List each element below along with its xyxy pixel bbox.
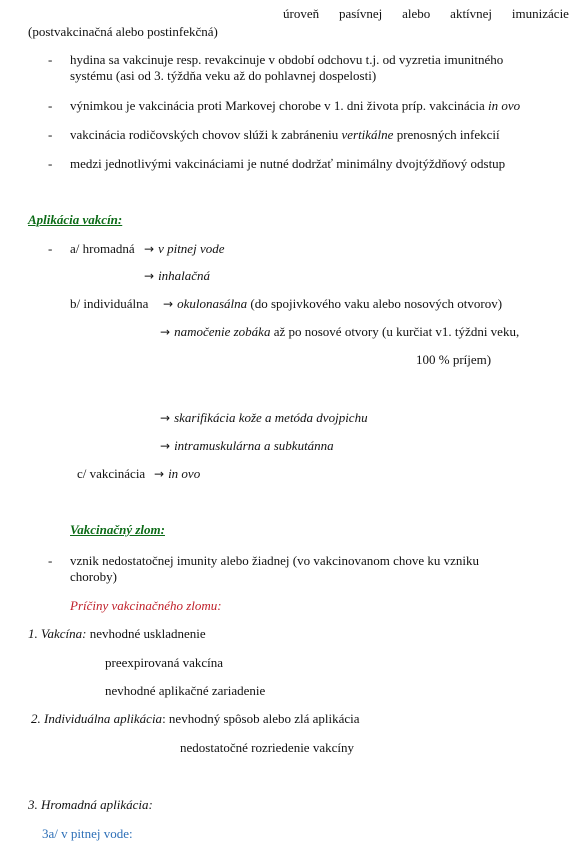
aplikacia-a-2: → inhalačná	[144, 268, 211, 283]
arrow-right-icon: →	[154, 467, 165, 481]
bullet-4: medzi jednotlivými vakcináciami je nutné dodržať minimálny dvojtýždňový odstup	[70, 156, 506, 171]
bullet-dash: -	[48, 52, 53, 67]
intro-line-2: (postvakcinačná alebo postinfekčná)	[28, 24, 218, 39]
bullet-dash: -	[48, 553, 53, 568]
bullet-dash: -	[48, 127, 53, 142]
bullet-2: výnimkou je vakcinácia proti Markovej chorobe v 1. dni života príp. vakcinácia in ovo	[70, 98, 521, 113]
arrow-right-icon: →	[163, 297, 174, 311]
aplikacia-a-1: → v pitnej vode	[144, 241, 225, 256]
aplikacia-c-1: → in ovo	[154, 466, 201, 481]
aplikacia-b-2: → namočenie zobáka až po nosové otvory (u kurčiat v1. týždni veku,	[160, 324, 520, 339]
arrow-right-icon: →	[160, 439, 171, 453]
bullet-dash: -	[48, 98, 53, 113]
hromadna-line: 3. Hromadná aplikácia:	[28, 797, 153, 812]
arrow-right-icon: →	[160, 411, 171, 425]
intro-word: alebo	[402, 6, 431, 21]
sub-3a-line: 3a/ v pitnej vode:	[42, 826, 133, 841]
aplikacia-c-label: c/ vakcinácia	[77, 466, 146, 481]
bullet-dash: -	[48, 156, 53, 171]
individualna-item-2: nedostatočné rozriedenie vakcíny	[180, 740, 354, 755]
aplikacia-b-2-cont: 100 % príjem)	[416, 352, 492, 367]
bullet-3: vakcinácia rodičovských chovov slúži k zabráneniu vertikálne prenosných infekcií	[70, 127, 500, 142]
vakcina-item-2: preexpirovaná vakcína	[105, 655, 224, 670]
aplikacia-b-3: → skarifikácia kože a metóda dvojpichu	[160, 410, 368, 425]
bullet-1-line-2: systému (asi od 3. týždňa veku až do pohlavnej dospelosti)	[70, 68, 377, 83]
intro-line-1	[283, 6, 569, 21]
intro-word: úroveň	[283, 6, 320, 21]
intro-word: imunizácie	[511, 6, 569, 21]
aplikacia-a-label: a/ hromadná	[70, 241, 135, 256]
priciny-heading: Príčiny vakcinačného zlomu:	[70, 598, 222, 613]
vakcina-item-3: nevhodné aplikačné zariadenie	[105, 683, 266, 698]
zlom-line-2: choroby)	[70, 569, 117, 584]
arrow-right-icon: →	[160, 325, 171, 339]
section-heading-zlom: Vakcinačný zlom:	[70, 522, 165, 537]
section-heading-aplikacia: Aplikácia vakcín:	[28, 212, 123, 227]
zlom-line-1: vznik nedostatočnej imunity alebo žiadnej (vo vakcinovanom chove ku vzniku	[70, 553, 480, 568]
arrow-right-icon: →	[144, 242, 155, 256]
aplikacia-b-1: → okulonasálna (do spojivkového vaku alebo nosových otvorov)	[163, 296, 503, 311]
bullet-dash: -	[48, 241, 53, 256]
bullet-1-line-1: hydina sa vakcinuje resp. revakcinuje v období odchovu t.j. od vyzretia imunitného	[70, 52, 504, 67]
arrow-right-icon: →	[144, 269, 155, 283]
intro-word: aktívnej	[450, 6, 493, 21]
aplikacia-b-4: → intramuskulárna a subkutánna	[160, 438, 334, 453]
vakcina-line: 1. Vakcína: nevhodné uskladnenie	[28, 626, 206, 641]
intro-word: pasívnej	[338, 6, 383, 21]
aplikacia-b-label: b/ individuálna	[70, 296, 149, 311]
individualna-line: 2. Individuálna aplikácia: nevhodný spôsob alebo zlá aplikácia	[31, 711, 360, 726]
